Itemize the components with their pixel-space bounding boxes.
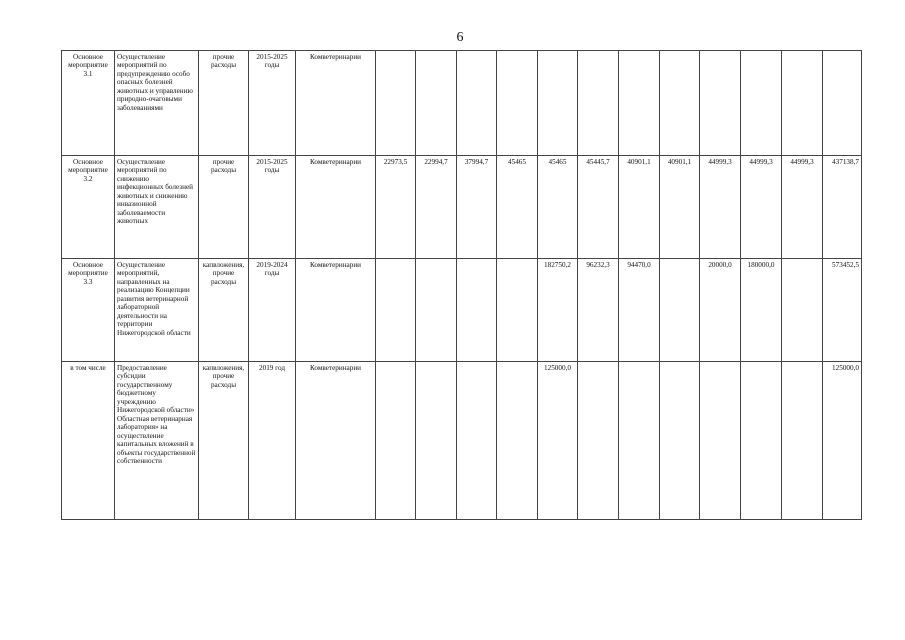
row-cost-type: прочие расходы — [199, 51, 249, 156]
row-label: Основное мероприятие 3.1 — [62, 51, 115, 156]
value-cell: 22973,5 — [376, 156, 416, 259]
value-cell — [497, 362, 538, 520]
value-cell — [416, 362, 457, 520]
value-cell: 44999,3 — [782, 156, 823, 259]
value-cell — [660, 259, 700, 362]
row-period: 2019-2024 годы — [249, 259, 296, 362]
row-label: Основное мероприятие 3.2 — [62, 156, 115, 259]
value-cell — [578, 362, 619, 520]
value-cell: 180000,0 — [741, 259, 782, 362]
value-cell — [660, 51, 700, 156]
value-cell — [497, 51, 538, 156]
row-total — [823, 51, 862, 156]
row-executor: Комветеринарии — [296, 259, 376, 362]
value-cell — [416, 51, 457, 156]
value-cell — [457, 259, 497, 362]
value-cell — [741, 362, 782, 520]
table-row — [62, 362, 862, 520]
value-cell: 96232,3 — [578, 259, 619, 362]
value-cell — [376, 259, 416, 362]
value-cell — [376, 51, 416, 156]
row-label: Основное мероприятие 3.3 — [62, 259, 115, 362]
row-executor: Комветеринарии — [296, 51, 376, 156]
table-row — [62, 51, 862, 156]
value-cell: 45445,7 — [578, 156, 619, 259]
value-cell: 40901,1 — [660, 156, 700, 259]
value-cell — [700, 51, 741, 156]
value-cell: 182750,2 — [538, 259, 578, 362]
value-cell: 45465 — [497, 156, 538, 259]
value-cell: 20000,0 — [700, 259, 741, 362]
value-cell — [416, 259, 457, 362]
row-period: 2019 год — [249, 362, 296, 520]
row-period: 2015-2025 годы — [249, 156, 296, 259]
value-cell — [497, 259, 538, 362]
value-cell: 45465 — [538, 156, 578, 259]
value-cell — [619, 51, 660, 156]
row-executor: Комветеринарии — [296, 156, 376, 259]
value-cell: 22994,7 — [416, 156, 457, 259]
value-cell — [619, 362, 660, 520]
value-cell — [457, 51, 497, 156]
row-cost-type: капвложения, прочие расходы — [199, 362, 249, 520]
budget-table — [61, 50, 862, 520]
value-cell — [376, 362, 416, 520]
table-row — [62, 156, 862, 259]
value-cell — [660, 362, 700, 520]
row-executor: Комветеринарии — [296, 362, 376, 520]
value-cell — [457, 362, 497, 520]
value-cell — [782, 51, 823, 156]
value-cell — [782, 362, 823, 520]
row-description: Осуществление мероприятий, направленных на реализацию Концепции развития ветеринарной лабораторной деятельности на территории Нижегородской области — [115, 259, 199, 362]
value-cell: 125000,0 — [538, 362, 578, 520]
value-cell — [578, 51, 619, 156]
row-total: 437138,7 — [823, 156, 862, 259]
page-number: 6 — [456, 30, 464, 45]
value-cell — [782, 259, 823, 362]
row-description: Предоставление субсидии государственному бюджетному учреждению Нижегородской области» Областная ветеринарная лаборатория» на осуществление капитальных вложений в объекты государственной собственности — [115, 362, 199, 520]
value-cell — [741, 51, 782, 156]
row-cost-type: прочие расходы — [199, 156, 249, 259]
row-total: 573452,5 — [823, 259, 862, 362]
row-cost-type: капвложения, прочие расходы — [199, 259, 249, 362]
row-label: в том числе — [62, 362, 115, 520]
value-cell: 37994,7 — [457, 156, 497, 259]
value-cell: 44999,3 — [741, 156, 782, 259]
value-cell: 44999,3 — [700, 156, 741, 259]
table-row — [62, 259, 862, 362]
row-total: 125000,0 — [823, 362, 862, 520]
row-description: Осуществление мероприятий по снижению инфекционных болезней животных и снижению инвазионной заболеваемости животных — [115, 156, 199, 259]
value-cell: 94470,0 — [619, 259, 660, 362]
row-period: 2015-2025 годы — [249, 51, 296, 156]
value-cell — [538, 51, 578, 156]
value-cell: 40901,1 — [619, 156, 660, 259]
value-cell — [700, 362, 741, 520]
row-description: Осуществление мероприятий по предупреждению особо опасных болезней животных и управлению природно-очаговыми заболеваниями — [115, 51, 199, 156]
